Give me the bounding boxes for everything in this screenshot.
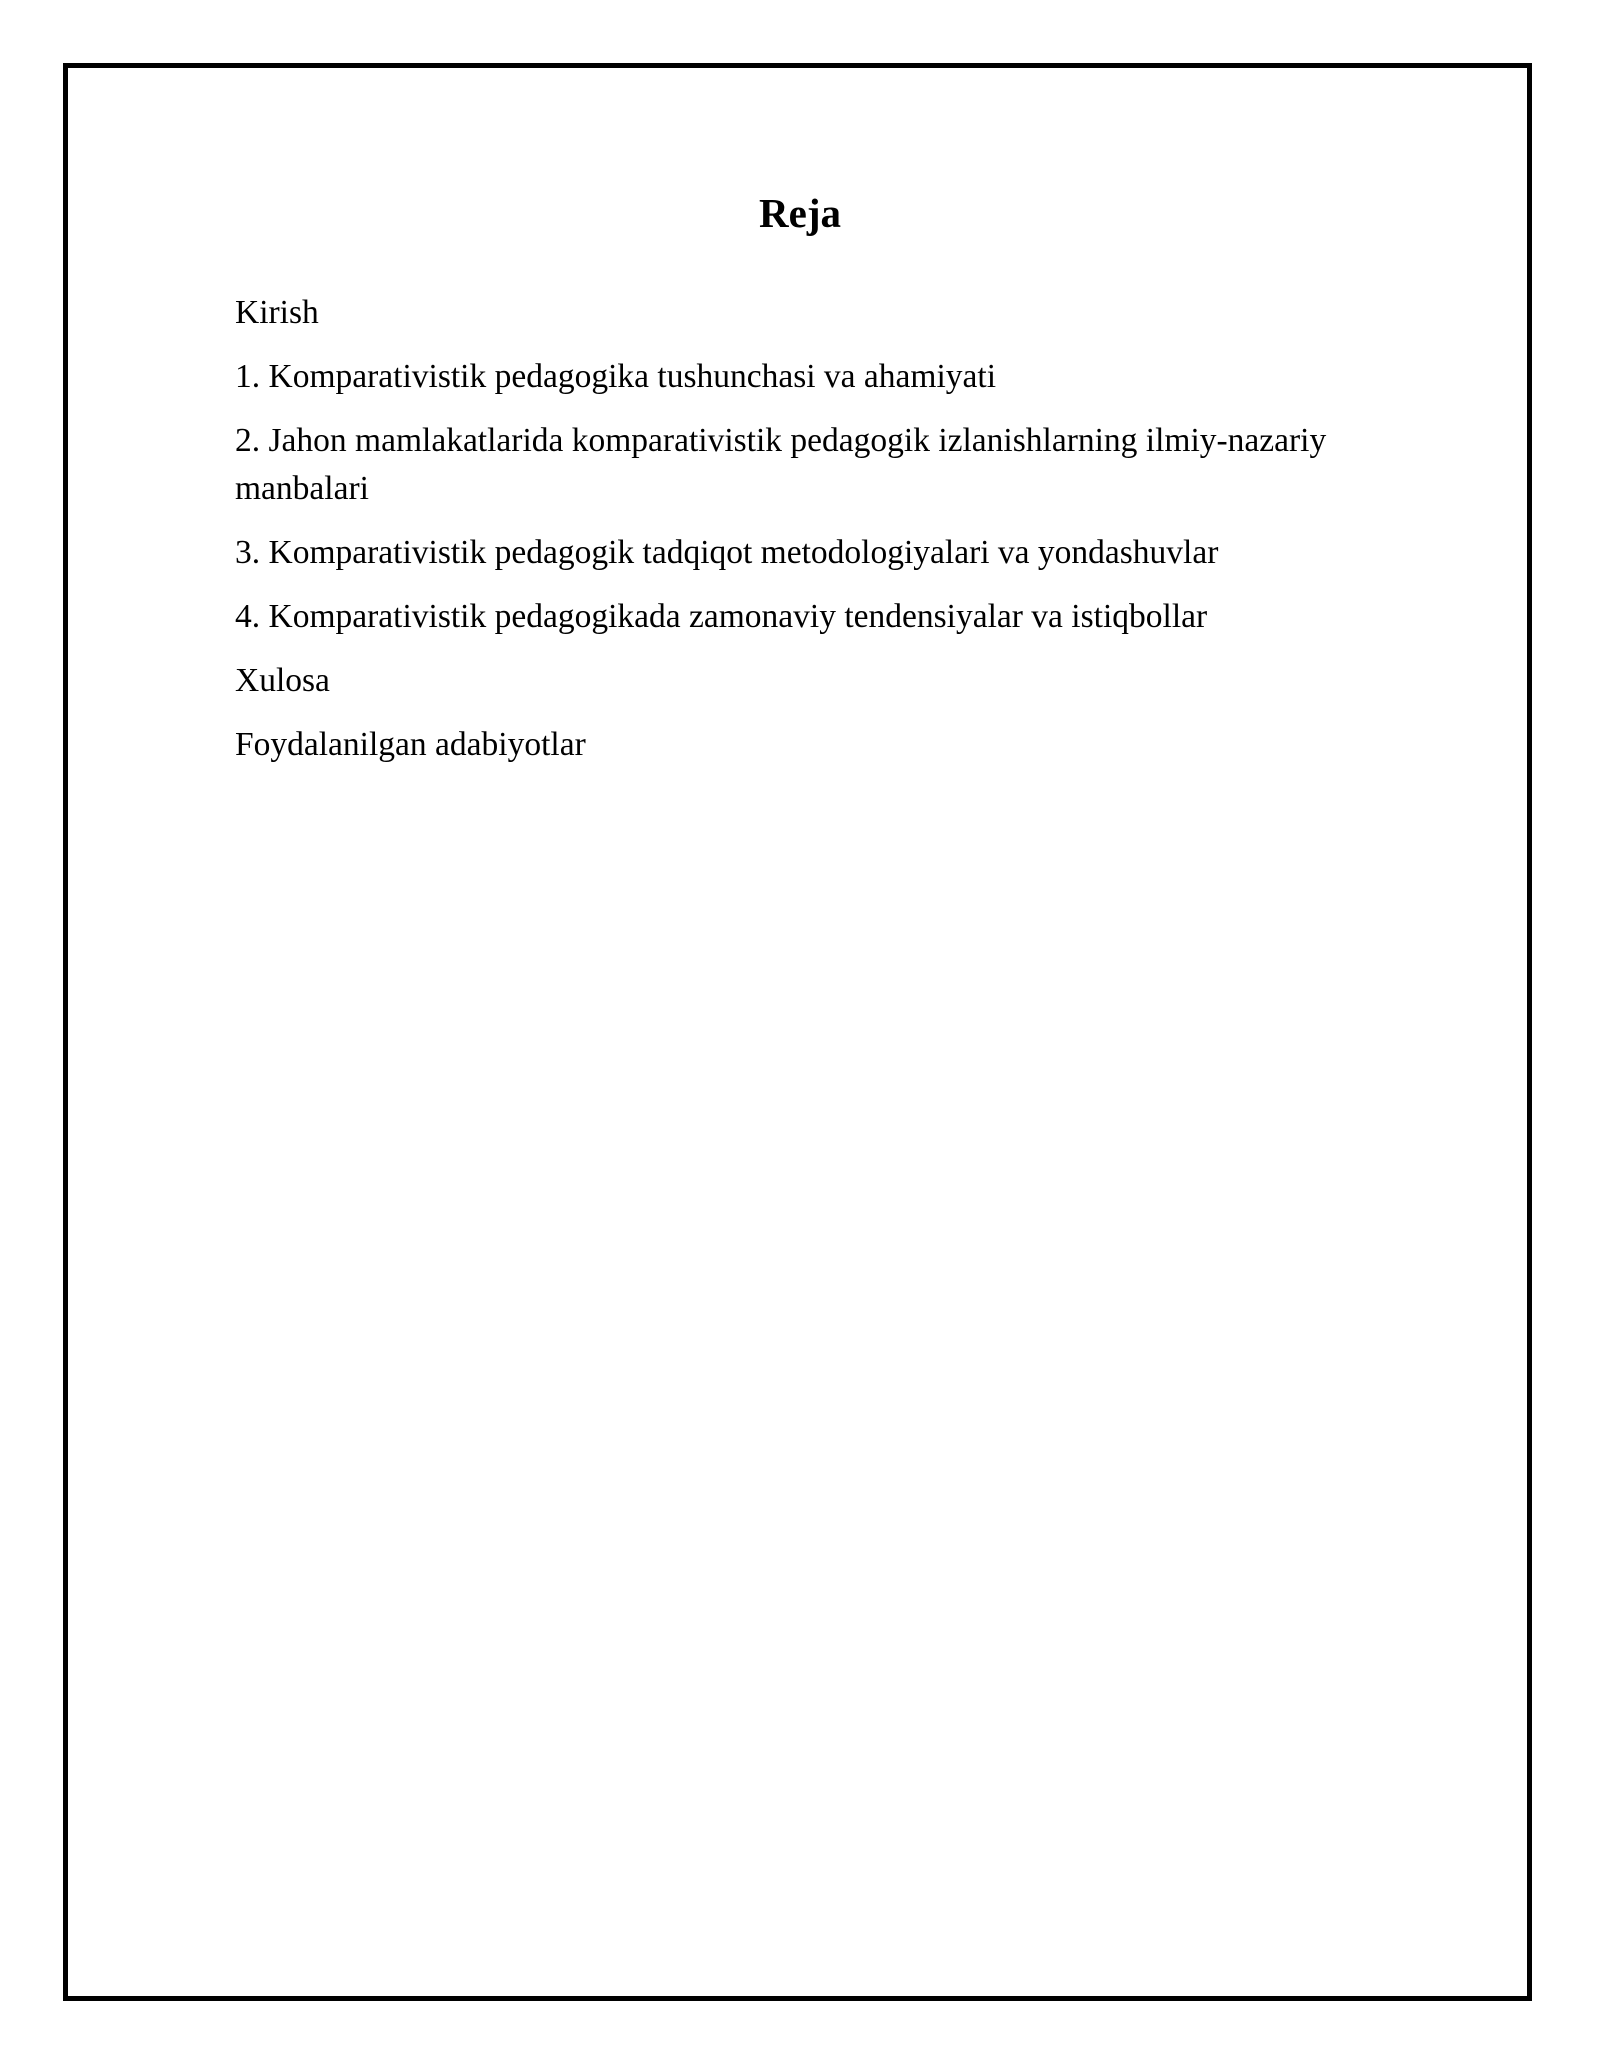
toc-item-conclusion: Xulosa (235, 662, 330, 699)
toc-item-references: Foydalanilgan adabiyotlar (235, 726, 586, 763)
toc-item-introduction: Kirish (235, 294, 319, 331)
toc-item-3: 3. Komparativistik pedagogik tadqiqot metodologiyalari va yondashuvlar (235, 534, 1219, 571)
page-title: Reja (759, 190, 841, 236)
toc-item-4: 4. Komparativistik pedagogikada zamonaviy tendensiyalar va istiqbollar (235, 598, 1208, 635)
toc-item-1: 1. Komparativistik pedagogika tushunchasi va ahamiyati (235, 358, 997, 395)
toc-item-2: 2. Jahon mamlakatlarida komparativistik pedagogik izlanishlarning ilmiy-nazariy manbalari (235, 422, 1327, 507)
table-of-contents (235, 289, 1365, 785)
